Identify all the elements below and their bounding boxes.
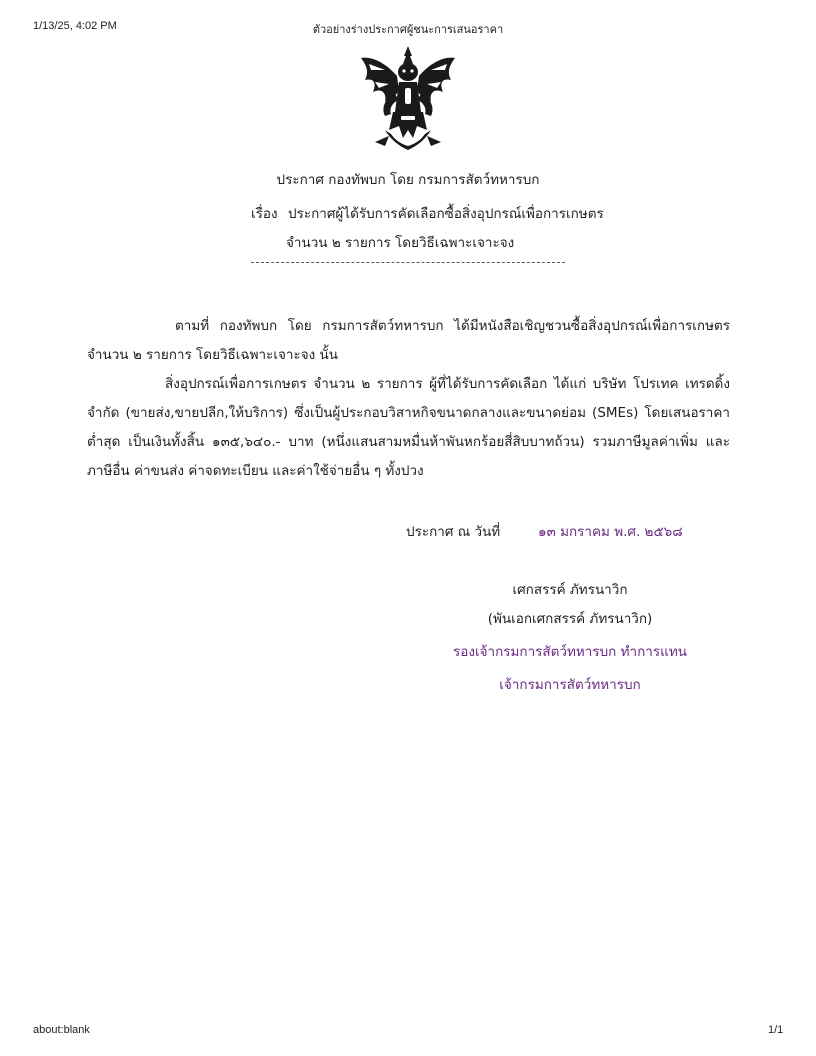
notice-header: ประกาศ กองทัพบก โดย กรมการสัตว์ทหารบก — [276, 172, 540, 188]
signer-position-1: รองเจ้ากรมการสัตว์ทหารบก ทำการแทน — [453, 644, 687, 660]
print-page-count: 1/1 — [768, 1024, 784, 1036]
subject-title: ประกาศผู้ได้รับการคัดเลือกซื้อสิ่งอุปกรณ์เพื่อการเกษตร — [288, 206, 604, 222]
signer-position-2: เจ้ากรมการสัตว์ทหารบก — [499, 677, 641, 693]
body-paragraph-2 — [87, 370, 730, 486]
garuda-emblem-icon — [355, 42, 461, 154]
signer-name: เศกสรรค์ ภัทรนาวิก — [512, 582, 628, 598]
subject-line2: จำนวน ๒ รายการ โดยวิธีเฉพาะเจาะจง — [286, 235, 515, 251]
date-label: ประกาศ ณ วันที่ — [406, 524, 501, 540]
notice-date: ๑๓ มกราคม พ.ศ. ๒๕๖๘ — [538, 524, 683, 540]
body-paragraph-1-text: ตามที่ กองทัพบก โดย กรมการสัตว์ทหารบก ได้มีหนังสือเชิญชวนซื้อสิ่งอุปกรณ์เพื่อการเกษตร จำนวน ๒ รายการ โดยวิธีเฉพาะเจาะจง นั้น — [87, 318, 730, 363]
divider-line — [251, 262, 565, 263]
print-datetime: 1/13/25, 4:02 PM — [33, 20, 117, 32]
signer-full-name: (พันเอกเศกสรรค์ ภัทรนาวิก) — [487, 611, 653, 627]
print-url: about:blank — [33, 1024, 90, 1036]
print-doc-title: ตัวอย่างร่างประกาศผู้ชนะการเสนอราคา — [312, 24, 504, 36]
subject-label: เรื่อง — [251, 206, 278, 222]
body-paragraph-2-text: สิ่งอุปกรณ์เพื่อการเกษตร จำนวน ๒ รายการ ผู้ที่ได้รับการคัดเลือก ได้แก่ บริษัท โปรเทค เทรดดิ้ง จำกัด (ขายส่ง,ขายปลีก,ให้บริการ) ซึ่งเป็นผู้ประกอบวิสาหกิจขนาดกลางและขนาดย่อม (SMEs) โดยเสนอราคาต่ำสุด เป็นเงินทั้งสิ้น ๑๓๕,๖๔๐.- บาท (หนึ่งแสนสามหมื่นห้าพันหกร้อยสี่สิบบาทถ้วน) รวมภาษีมูลค่าเพิ่ม และภาษีอื่น ค่าขนส่ง ค่าจดทะเบียน และค่าใช้จ่ายอื่น ๆ ทั้งปวง — [87, 376, 730, 479]
body-paragraph-1 — [87, 312, 730, 370]
